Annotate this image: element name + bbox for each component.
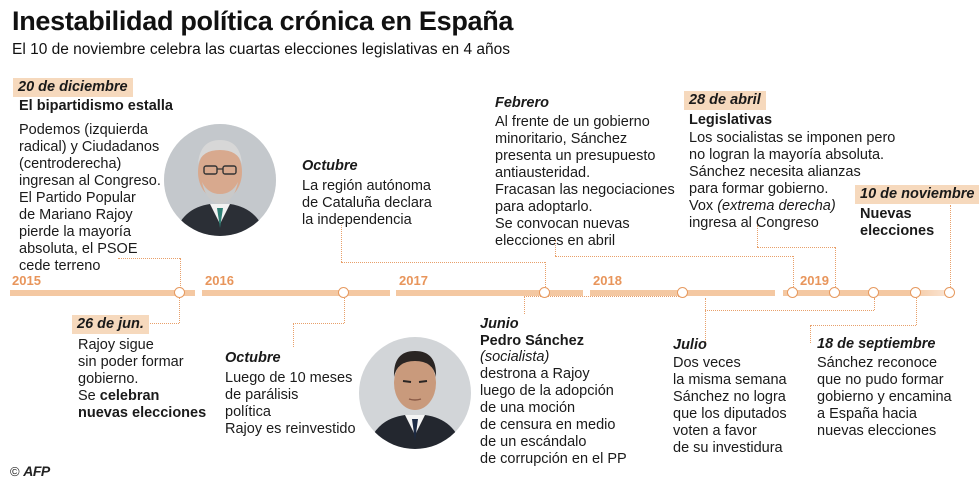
date-2019-apr: 28 de abril	[684, 91, 766, 110]
afp-logo: AFP	[23, 463, 50, 479]
body-2016-jun	[78, 337, 206, 422]
page-subtitle: El 10 de noviembre celebra las cuartas elecciones legislativas en 4 años	[12, 41, 511, 58]
date-2019-feb: Febrero	[495, 95, 549, 111]
body-2019-feb: Al frente de un gobierno minoritario, Sánchez presenta un presupuesto antiausteridad. Fracasan las negociaciones para adoptarlo. Se convocan nuevas elecciones en abril	[495, 114, 675, 249]
year-label-2016: 2016	[205, 273, 234, 288]
year-label-2015: 2015	[12, 273, 41, 288]
timeline-node-2019-apr	[829, 287, 840, 298]
body-2016-jun-text: Rajoy sigue sin poder formar gobierno. Se	[78, 337, 184, 404]
body-2019-apr-tail: ingresa al Congreso	[689, 215, 819, 231]
leader-line	[524, 296, 525, 314]
leader-line	[705, 310, 874, 311]
leader-line	[874, 298, 875, 310]
year-label-2017: 2017	[399, 273, 428, 288]
body-2019-jul: Dos veces la misma semana Sánchez no logra que los diputados voten a favor de su investidura	[673, 355, 787, 456]
timeline-segment-2016	[202, 290, 390, 296]
date-2019-sep: 18 de septiembre	[817, 336, 936, 352]
leader-line	[810, 325, 916, 326]
sanchez-portrait-icon	[359, 337, 471, 449]
leader-line	[179, 298, 180, 323]
timeline-segment-2015	[10, 290, 195, 296]
body-2018-jun: destrona a Rajoy luego de la adopción de una moción de censura en medio de un escándalo de corrupción en el PP	[480, 366, 627, 467]
leader-line	[341, 262, 545, 263]
copyright-symbol: ©	[10, 464, 20, 479]
leader-line	[705, 298, 706, 342]
heading-2018-jun: Pedro Sánchez	[480, 333, 584, 349]
party-2018-jun: (socialista)	[480, 349, 550, 365]
date-2019-jul: Julio	[673, 337, 707, 353]
leader-line	[793, 256, 794, 287]
leader-line	[545, 262, 546, 287]
timeline-node-2019-jul	[868, 287, 879, 298]
leader-line	[293, 323, 344, 324]
leader-line	[810, 325, 811, 343]
credit	[10, 463, 50, 479]
date-2016-jun: 26 de jun.	[72, 315, 149, 334]
date-2017-oct: Octubre	[302, 158, 358, 174]
date-2019-nov: 10 de noviembre	[855, 185, 979, 204]
date-2016-oct: Octubre	[225, 350, 281, 366]
page-title: Inestabilidad política crónica en España	[12, 6, 514, 36]
date-2015-dec: 20 de diciembre	[13, 78, 133, 97]
year-label-2019: 2019	[800, 273, 829, 288]
body-2019-sep: Sánchez reconoce que no pudo formar gobierno y encamina a España hacia nuevas elecciones	[817, 355, 952, 439]
leader-line	[293, 323, 294, 347]
body-2017-oct: La región autónoma de Cataluña declara la independencia	[302, 178, 432, 228]
heading-2015-dec: El bipartidismo estalla	[19, 98, 173, 114]
rajoy-photo	[164, 124, 276, 236]
timeline-node-2016-oct	[338, 287, 349, 298]
rajoy-portrait-icon	[164, 124, 276, 236]
leader-line	[180, 258, 181, 288]
leader-line	[555, 256, 793, 257]
timeline-node-2019-sep	[910, 287, 921, 298]
timeline-node-2019-feb	[787, 287, 798, 298]
body-2016-jun-bold: celebran nuevas elecciones	[78, 388, 207, 421]
body-2019-apr-italic: (extrema derecha)	[717, 198, 836, 214]
leader-line	[950, 205, 951, 287]
body-2015-dec: Podemos (izquierda radical) y Ciudadanos (centroderecha) ingresan al Congreso. El Partido Popular de Mariano Rajoy pierde la mayoría absoluta, el PSOE cede terreno	[19, 122, 161, 274]
heading-2019-nov: Nuevas elecciones	[860, 206, 935, 239]
leader-line	[835, 247, 836, 287]
body-2019-apr-text: Los socialistas se imponen pero no logran la mayoría absoluta. Sánchez necesita alianzas para formar gobierno. Vox	[689, 130, 896, 214]
sanchez-photo	[359, 337, 471, 449]
timeline-node-2019-nov	[944, 287, 955, 298]
body-2016-oct: Luego de 10 meses de parálisis política Rajoy es reinvestido	[225, 370, 356, 437]
timeline-node-2017-oct	[539, 287, 550, 298]
timeline-node-2018-jun	[677, 287, 688, 298]
heading-2019-apr: Legislativas	[689, 112, 773, 128]
timeline-node-2015-dec	[174, 287, 185, 298]
leader-line	[757, 247, 835, 248]
leader-line	[916, 298, 917, 325]
leader-line	[341, 225, 342, 262]
year-label-2018: 2018	[593, 273, 622, 288]
date-2018-jun: Junio	[480, 316, 519, 332]
leader-line	[344, 298, 345, 323]
